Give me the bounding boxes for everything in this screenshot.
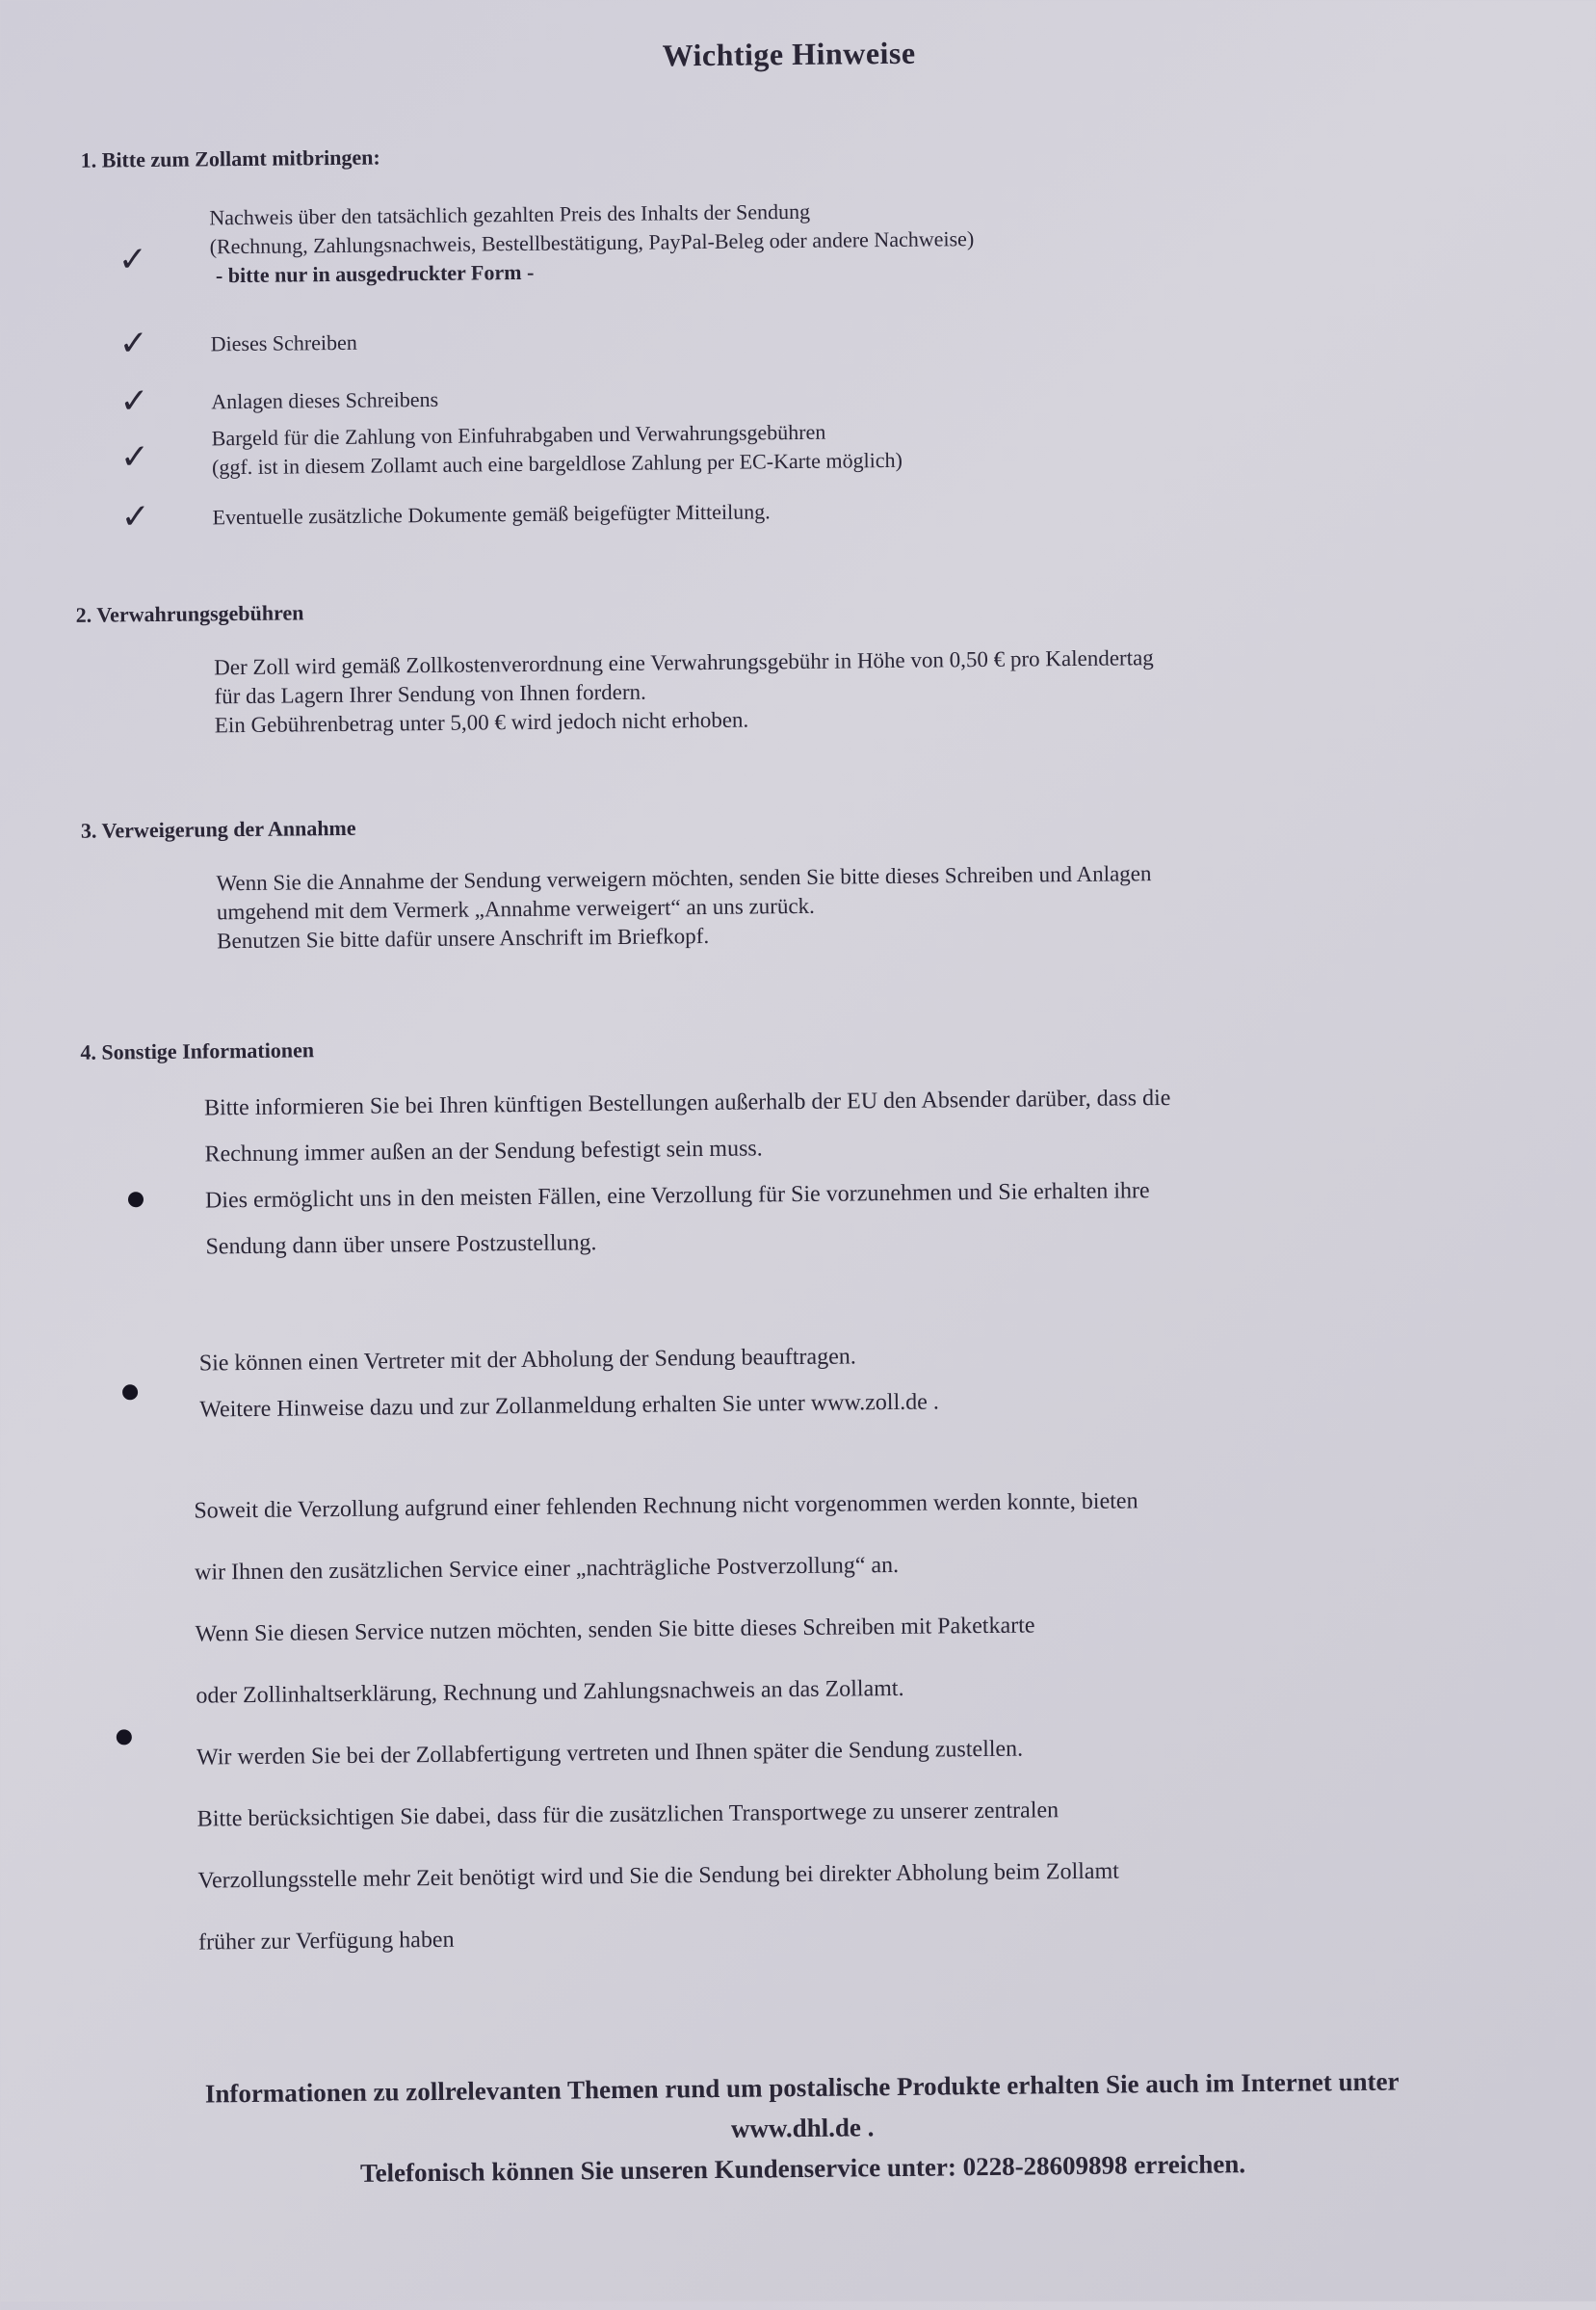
- paragraph-line: Sie können einen Vertreter mit der Abholung der Sendung beauftragen.: [198, 1344, 856, 1377]
- paragraph-line: Wir werden Sie bei der Zollabfertigung vertreten und Ihnen später die Sendung zustellen.: [196, 1736, 1024, 1771]
- checklist-item-line: Anlagen dieses Schreibens: [211, 386, 439, 414]
- info-bullet-3: [194, 1466, 1547, 1974]
- section-3-text: [216, 855, 1546, 956]
- paragraph-line: früher zur Verfügung haben: [197, 1927, 455, 1956]
- checklist-item: [119, 316, 1179, 366]
- checkmark-icon: ✓: [118, 324, 149, 364]
- checkmark-icon: ✓: [119, 381, 149, 422]
- paragraph-line: Verzollungsstelle mehr Zeit benötigt wird und Sie die Sendung bei direkter Abholung beim Zollamt: [197, 1858, 1119, 1894]
- footer-phone-line: Telefonisch können Sie unseren Kundenservice unter: 0228-28609898 erreichen.: [359, 2149, 1246, 2188]
- paragraph-line: für das Lagern Ihrer Sendung von Ihnen fordern.: [214, 679, 646, 709]
- bullet-dot-icon: [117, 1729, 132, 1745]
- paragraph-line: wir Ihnen den zusätzlichen Service einer „nachträgliche Postverzollung“ an.: [194, 1552, 900, 1586]
- section-1-heading: 1. Bitte zum Zollamt mitbringen:: [80, 144, 380, 172]
- paragraph-line: Weitere Hinweise dazu und zur Zollanmeldung erhalten Sie unter www.zoll.de .: [199, 1389, 939, 1423]
- paragraph-line: Ein Gebührenbetrag unter 5,00 € wird jedoch nicht erhoben.: [214, 707, 749, 738]
- checklist-item-line: (Rechnung, Zahlungsnachweis, Bestellbestätigung, PayPal-Beleg oder andere Nachweise): [209, 226, 975, 259]
- paragraph-line: oder Zollinhaltserklärung, Rechnung und Zahlungsnachweis an das Zollamt.: [196, 1675, 904, 1709]
- paragraph-line: Rechnung immer außen an der Sendung befestigt sein muss.: [204, 1136, 763, 1168]
- checkmark-icon: ✓: [118, 240, 148, 280]
- checkmark-icon: ✓: [119, 437, 150, 478]
- footer-notice: [61, 2060, 1545, 2196]
- checklist-item-line: (ggf. ist in diesem Zollamt auch eine bargeldlose Zahlung per EC-Karte möglich): [211, 447, 903, 480]
- page-title: Wichtige Hinweise: [662, 35, 916, 73]
- checklist-item: [120, 410, 1181, 489]
- checklist-item-line: Bargeld für die Zahlung von Einfuhrabgaben und Verwahrungsgebühren: [211, 419, 826, 451]
- bullet-dot-icon: [122, 1384, 138, 1400]
- paragraph-line: Wenn Sie die Annahme der Sendung verweigern möchten, senden Sie bitte dieses Schreiben und Anlagen: [216, 861, 1152, 896]
- paragraph-line: Dies ermöglicht uns in den meisten Fällen, eine Verzollung für Sie vorzunehmen und Sie erhalten ihre: [204, 1178, 1150, 1214]
- paragraph-line: Benutzen Sie bitte dafür unsere Anschrift im Briefkopf.: [217, 923, 710, 954]
- checklist-item-note: - bitte nur in ausgedruckter Form -: [215, 259, 535, 288]
- paragraph-line: Bitte informieren Sie bei Ihren künftigen Bestellungen außerhalb der EU den Absender darüber, dass die: [203, 1085, 1171, 1121]
- paragraph-line: Der Zoll wird gemäß Zollkostenverordnung eine Verwahrungsgebühr in Höhe von 0,50 € pro Kalendertag: [214, 645, 1154, 680]
- section-2-heading: 2. Verwahrungsgebühren: [75, 600, 304, 627]
- paragraph-line: Soweit die Verzollung aufgrund einer fehlenden Rechnung nicht vorgenommen werden konnte, bieten: [194, 1488, 1138, 1524]
- footer-line: Informationen zu zollrelevanten Themen rund um postalische Produkte erhalten Sie auch im Internet unter: [204, 2066, 1400, 2109]
- checklist-item-line: Eventuelle zusätzliche Dokumente gemäß beigefügter Mitteilung.: [212, 499, 771, 530]
- section-2-text: [214, 640, 1525, 740]
- paragraph-line: Sendung dann über unsere Postzustellung.: [205, 1230, 597, 1260]
- checklist-item: [118, 194, 1178, 311]
- info-bullet-1: [204, 1071, 1535, 1270]
- checkmark-icon: ✓: [120, 497, 150, 538]
- footer-url[interactable]: www.dhl.de .: [730, 2113, 875, 2143]
- section-3-heading: 3. Verweigerung der Annahme: [80, 815, 356, 843]
- checklist-item-line: Dieses Schreiben: [210, 329, 357, 356]
- paragraph-line: Bitte berücksichtigen Sie dabei, dass für die zusätzlichen Transportwege zu unserer zentralen: [196, 1798, 1060, 1832]
- section-4-heading: 4. Sonstige Informationen: [80, 1037, 315, 1064]
- info-bullet-2: [199, 1326, 1530, 1432]
- checklist-item-line: Nachweis über den tatsächlich gezahlten Preis des Inhalts der Sendung: [209, 198, 811, 230]
- paragraph-line: umgehend mit dem Vermerk „Annahme verweigert“ an uns zurück.: [216, 893, 815, 925]
- checklist-item: [120, 489, 1180, 539]
- bullet-dot-icon: [128, 1192, 144, 1207]
- paragraph-line: Wenn Sie diesen Service nutzen möchten, senden Sie bitte dieses Schreiben mit Paketkarte: [195, 1613, 1035, 1647]
